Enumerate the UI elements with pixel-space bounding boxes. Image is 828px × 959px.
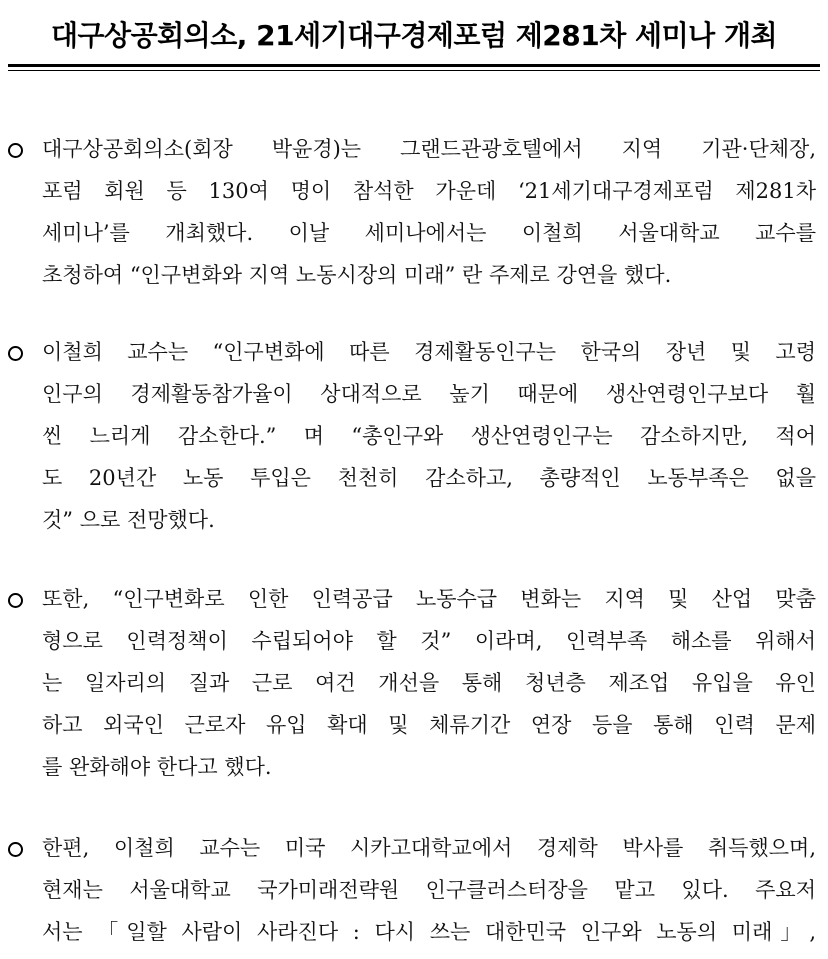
paragraph-line: 도 20년간 노동 투입은 천천히 감소하고, 총량적인 노동부족은 없을 — [42, 466, 816, 490]
paragraph-line: 현재는 서울대학교 국가미래전략원 인구클러스터장을 맡고 있다. 주요저 — [42, 878, 816, 902]
hollow-circle-bullet-icon — [8, 346, 23, 361]
title-rule-thin — [8, 70, 820, 71]
paragraph-line: 것” 으로 전망했다. — [42, 508, 215, 532]
paragraph-line: 는 일자리의 질과 근로 여건 개선을 통해 청년층 제조업 유입을 유인 — [42, 671, 816, 695]
paragraph-line: 하고 외국인 근로자 유입 확대 및 체류기간 연장 등을 통해 인력 문제 — [42, 713, 816, 737]
page-title: 대구상공회의소, 21세기대구경제포럼 제281차 세미나 개최 — [50, 19, 778, 52]
paragraph-line: 포럼 회원 등 130여 명이 참석한 가운데 ‘21세기대구경제포럼 제281차 — [42, 179, 816, 203]
hollow-circle-bullet-icon — [8, 593, 23, 608]
paragraph-line: 씬 느리게 감소한다.” 며 “총인구와 생산연령인구는 감소하지만, 적어 — [42, 424, 816, 448]
paragraph-line: 이철희 교수는 “인구변화에 따른 경제활동인구는 한국의 장년 및 고령 — [42, 340, 816, 364]
paragraph-line: 또한, “인구변화로 인한 인력공급 노동수급 변화는 지역 및 산업 맞춤 — [42, 587, 816, 611]
paragraph-line: 초청하여 “인구변화와 지역 노동시장의 미래” 란 주제로 강연을 했다. — [42, 263, 672, 287]
paragraph-line: 세미나’를 개최했다. 이날 세미나에서는 이철희 서울대학교 교수를 — [42, 221, 816, 245]
title-rule-thick — [8, 64, 820, 67]
paragraph-line: 대구상공회의소(회장 박윤경)는 그랜드관광호텔에서 지역 기관·단체장, — [42, 137, 816, 161]
paragraph-line: 형으로 인력정책이 수립되어야 할 것” 이라며, 인력부족 해소를 위해서 — [42, 629, 816, 653]
paragraph-line: 서는 「일할 사람이 사라진다 : 다시 쓰는 대한민국 인구와 노동의 미래」, — [42, 920, 816, 944]
title-block — [8, 0, 820, 72]
paragraph-line: 인구의 경제활동참가율이 상대적으로 높기 때문에 생산연령인구보다 훨 — [42, 382, 816, 406]
paragraph-line: 를 완화해야 한다고 했다. — [42, 755, 272, 779]
hollow-circle-bullet-icon — [8, 143, 23, 158]
paragraph-line: 한편, 이철희 교수는 미국 시카고대학교에서 경제학 박사를 취득했으며, — [42, 836, 816, 860]
hollow-circle-bullet-icon — [8, 842, 23, 857]
